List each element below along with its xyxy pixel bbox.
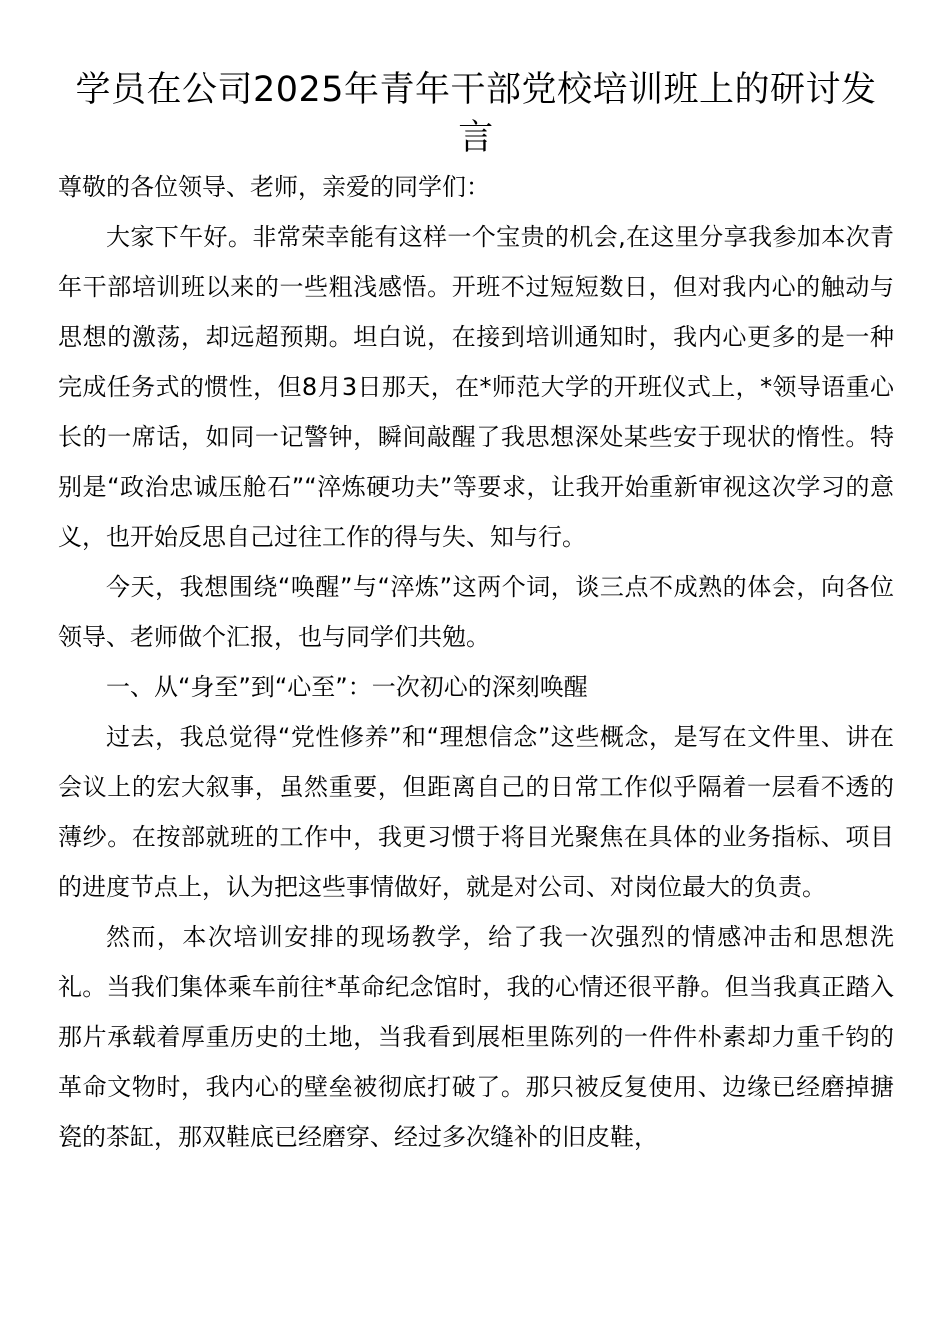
paragraph-opening: 大家下午好。非常荣幸能有这样一个宝贵的机会,在这里分享我参加本次青年干部培训班以来的一些粗浅感悟。开班不过短短数日，但对我内心的触动与思想的激荡，却远超预期。坦白说，在接到培训通知时，我内心更多的是一种完成任务式的惯性，但8月3日那天，在*师范大学的开班仪式上，*领导语重心长的一席话，如同一记警钟，瞬间敲醒了我思想深处某些安于现状的惰性。特别是“政治忠诚压舱石”“淬炼硬功夫”等要求，让我开始重新审视这次学习的意义，也开始反思自己过往工作的得与失、知与行。 [58,223,894,551]
document-body [58,162,894,1162]
document-page [58,66,894,1162]
section1-paragraph-2: 然而，本次培训安排的现场教学，给了我一次强烈的情感冲击和思想洗礼。当我们集体乘车前往*革命纪念馆时，我的心情还很平静。但当我真正踏入那片承载着厚重历史的土地，当我看到展柜里陈列的一件件朴素却力重千钧的革命文物时，我内心的壁垒被彻底打破了。那只被反复使用、边缘已经磨掉搪瓷的茶缸，那双鞋底已经磨穿、经过多次缝补的旧皮鞋， [58,923,894,1151]
section-heading-1: 一、从“身至”到“心至”：一次初心的深刻唤醒 [106,673,588,701]
salutation: 尊敬的各位领导、老师，亲爱的同学们： [58,173,490,201]
document-title: 学员在公司2025年青年干部党校培训班上的研讨发言 [75,70,877,158]
paragraph-intro: 今天，我想围绕“唤醒”与“淬炼”这两个词，谈三点不成熟的体会，向各位领导、老师做个汇报，也与同学们共勉。 [58,573,894,651]
section1-paragraph-1: 过去，我总觉得“党性修养”和“理想信念”这些概念，是写在文件里、讲在会议上的宏大叙事，虽然重要，但距离自己的日常工作似乎隔着一层看不透的薄纱。在按部就班的工作中，我更习惯于将目光聚焦在具体的业务指标、项目的进度节点上，认为把这些事情做好，就是对公司、对岗位最大的负责。 [58,723,894,901]
